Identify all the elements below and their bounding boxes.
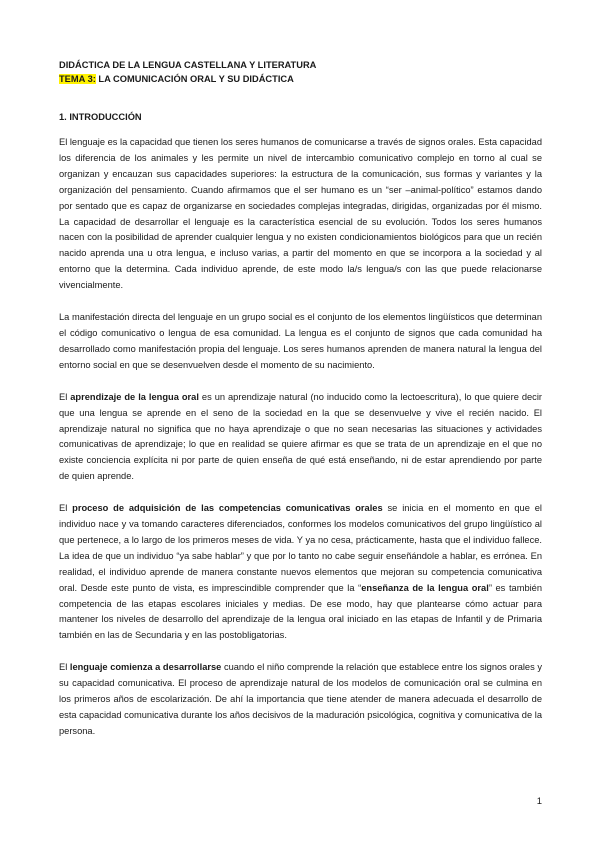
paragraph-1: El lenguaje es la capacidad que tienen los seres humanos de comunicarse a través de signos orales. Esta capacidad los diferencia de los animales y les permite un nivel de intercambio comunicativo complejo en torno al cual se organizan y encauzan sus capacidades superiores: la estructura de la comunicación, sus formas y variantes y la organización del pensamiento. Cuando afirmamos que el ser humano es un “ser –animal-político” estamos dando por sentado que es capaz de organizarse en sociedades complejas integradas, dirigidas, organizadas por él mismo. La capacidad de desarrollar el lenguaje es la característica esencial de su evolución. Todos los seres humanos nacen con la posibilidad de aprender cualquier lengua y no existen condicionamientos biológicos para que un recién nacido aprenda una u otra lengua, e incluso varias, a partir del momento en que se incorpora a la sociedad y al entorno que la determina. Cada individuo aprende, de este modo la/s lengua/s con las que puede relacionarse vivencialmente. (59, 137, 542, 291)
section-heading: 1. INTRODUCCIÓN (59, 112, 142, 122)
paragraph-5-text: cuando el niño comprende la relación que establece entre los signos orales y su capacidad comunicativa. El proceso de aprendizaje natural de los modelos de comunicación oral se culmina en los primeros años de escolarización. De ahí la importancia que tiene atender de manera adecuada el desarrollo de esta capacidad comunicativa durante los años decisivos de la maduración psicológica, cognitiva y comunicativa de la persona. (59, 662, 542, 736)
paragraph-4-bold: proceso de adquisición de las competencias comunicativas orales (72, 503, 383, 514)
paragraph-4 (59, 501, 542, 644)
paragraph-3-bold: aprendizaje de la lengua oral (70, 391, 199, 402)
paragraph-3-text: El (59, 391, 71, 402)
document-title: DIDÁCTICA DE LA LENGUA CASTELLANA Y LITERATURA (59, 60, 317, 70)
topic-label-highlight: TEMA 3: (59, 74, 96, 84)
paragraph-4-text: ” es también competencia de las etapas escolares iniciales y medias. De ese modo, hay que plantearse cómo actuar para mantener los niveles de desarrollo del aprendizaje de la lengua oral iniciado en las etapas de Infantil y de Primaria también en las de Secundaria y en las postobligatorias. (59, 582, 543, 641)
paragraph-5-text: El (59, 662, 70, 673)
page-content (59, 58, 542, 740)
page-number: 1 (536, 796, 542, 807)
paragraph-4-text: El (59, 503, 73, 514)
paragraph-3-text: es un aprendizaje natural (no inducido como la lectoescritura), lo que quiere decir que una lengua se aprende en el seno de la sociedad en la que se desenvuelve y vive el recién nacido. El aprendizaje natural no significa que no haya aprendizaje o que no sean necesarias las situaciones y actividades comunicativas de aprendizaje; lo que en realidad se quiere afirmar es que se trata de un aprendizaje en el que no existe conciencia explícita ni por parte de quien enseña de qué está enseñando, ni de estar aprendiendo por parte de quien aprende. (59, 391, 542, 482)
paragraph-5-bold: lenguaje comienza a desarrollarse (69, 662, 222, 673)
topic-heading (59, 72, 542, 86)
paragraph-3 (59, 390, 542, 485)
topic-title: LA COMUNICACIÓN ORAL Y SU DIDÁCTICA (95, 74, 294, 84)
paragraph-2: La manifestación directa del lenguaje en un grupo social es el conjunto de los elementos lingüísticos que determinan el código comunicativo o lengua de esa comunidad. La lengua es el conjunto de signos que cada comunidad ha desarrollado como manifestación propia del lenguaje. Los seres humanos aprenden de manera natural la lengua del entorno social en que se desenvuelven desde el momento de su nacimiento. (59, 312, 542, 370)
paragraph-4-text: se inicia en el momento en que el individuo nace y va tomando caracteres diferenciados, conformes los modelos comunicativos del grupo lingüístico al que pertenece, a lo largo de los primeros meses de vida. Y ya no cesa, prácticamente, hasta que el individuo fallece. La idea de que un individuo “ya sabe hablar” y que por lo tanto no cabe seguir enseñándole a hablar, es errónea. En realidad, el individuo aprende de manera constante nuevos elementos que mejoran su competencia comunicativa oral. Desde este punto de vista, es imprescindible comprender que la “ (59, 503, 542, 593)
paragraph-5 (59, 660, 542, 740)
paragraph-4-bold: enseñanza de la lengua oral (361, 582, 489, 593)
